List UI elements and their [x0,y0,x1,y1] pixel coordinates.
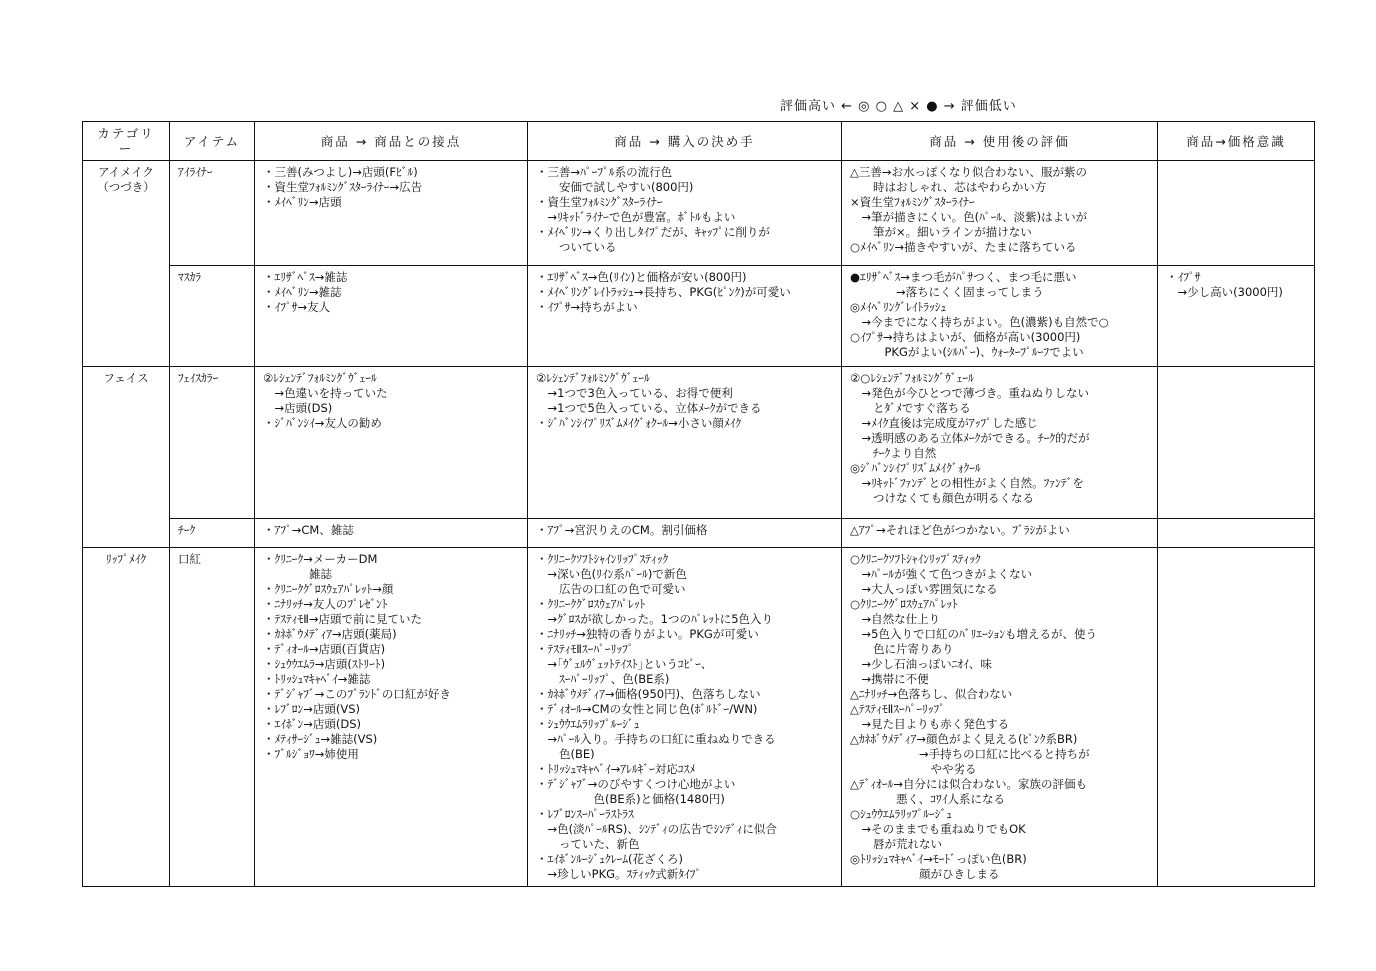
cell-line: ・ｼﾞﾊﾞﾝｼｲﾌﾟﾘｽﾞﾑﾒｲｸﾞｫｸｰﾙ→小さい顔ﾒｲｸ [536,416,742,430]
cell-line: とﾀﾞﾒですぐ落ちる [850,401,971,415]
cell-line: →大人っぽい雰囲気になる [850,582,998,596]
cell-line: ・ｲﾌﾟｻ→友人 [263,300,331,314]
cell-line: →発色が今ひとつで薄づき。重ねぬりしない [850,386,1089,400]
cell-line: ・ﾃﾞｨｵｰﾙ→CMの女性と同じ色(ﾎﾞﾙﾄﾞｰ/WN) [536,702,758,716]
header-decision: 商品 → 購入の決め手 [528,122,842,161]
header-contact: 商品 → 商品との接点 [255,122,528,161]
cell-line: ・ﾃｽﾃｨﾓⅡｽｰﾊﾟｰﾘｯﾌﾟ [536,642,634,656]
evaluation-table [82,121,1315,887]
table-row [83,519,1315,548]
cell-line: →店頭(DS) [263,401,333,415]
cell-line: ・ﾚﾌﾞﾛﾝｽｰﾊﾟｰﾗｽﾄﾗｽ [536,807,634,821]
price-cell [1158,161,1315,266]
cell-line: ○ｲﾌﾟｻ→持ちはよいが、価格が高い(3000円) [850,330,1081,344]
cell-line: →ﾘｷｯﾄﾞﾌｧﾝﾃﾞとの相性がよく自然。ﾌｧﾝﾃﾞを [850,476,1084,490]
cell-line: 悪く、ｺﾜｲ人系になる [850,792,1006,806]
header-evaluation: 商品 → 使用後の評価 [842,122,1158,161]
evaluation-cell [842,519,1158,548]
cell-line: ・ｱﾌﾟ→CM、雑誌 [263,523,354,537]
cell-line: やや劣る [850,762,977,776]
category-label: フェイス [103,371,149,385]
cell-line: ●ｴﾘｻﾞﾍﾞｽ→まつ毛がﾊﾟｻつく、まつ毛に悪い [850,270,1077,284]
category-cell [83,367,170,548]
category-cell [83,548,170,887]
header-price: 商品→価格意識 [1158,122,1315,161]
cell-line: →｢ｳﾞｪﾙｳﾞｪｯﾄﾃｲｽﾄ｣というｺﾋﾟｰ、 [536,657,713,671]
cell-line: 筆が×。細いラインが描けない [850,225,1032,239]
cell-line: 雑誌 [263,567,332,581]
cell-line: ・ｴｲﾎﾞﾝ→店頭(DS) [263,717,362,731]
cell-line: →落ちにくく固まってしまう [850,285,1044,299]
cell-line: ◎ﾒｲﾍﾞﾘﾝｸﾞﾚｲﾄﾗｯｼｭ [850,300,947,314]
cell-line: →色違いを持っていた [263,386,388,400]
cell-line: ・ﾄﾘｯｼｭﾏｷｬﾍﾞｲ→雑誌 [263,672,371,686]
category-label: アイメイク （つづき） [97,165,155,194]
cell-line: →5色入りで口紅のﾊﾞﾘｴｰｼｮﾝも増えるが、使う [850,627,1097,641]
cell-line: ○ﾒｲﾍﾞﾘﾝ→描きやすいが、たまに落ちている [850,240,1077,254]
cell-line: 色(BE) [536,747,595,761]
cell-line: ・ｸﾘﾆｰｸｸﾞﾛｽｳｪｱﾊﾟﾚｯﾄ [536,597,646,611]
cell-line: →筆が描きにくい。色(ﾊﾟｰﾙ、淡紫)はよいが [850,210,1088,224]
cell-line: ・ｼｭｳｳｴﾑﾗﾘｯﾌﾟﾙｰｼﾞｭ [536,717,640,731]
contact-cell [255,266,528,367]
decision-cell [528,266,842,367]
cell-line: ・ｸﾘﾆｰｸ→メーカーDM [263,552,378,566]
cell-line: ついている [536,240,617,254]
price-cell [1158,367,1315,519]
cell-line: △ﾆﾅﾘｯﾁ→色落ちし、似合わない [850,687,1013,701]
price-cell [1158,548,1315,887]
cell-line: ・ﾃﾞｼﾞｬﾌﾞ→このﾌﾞﾗﾝﾄﾞの口紅が好き [263,687,451,701]
cell-line: →ｸﾞﾛｽが欲しかった。1つのﾊﾟﾚｯﾄに5色入り [536,612,774,626]
decision-cell [528,548,842,887]
cell-line: ・ﾚﾌﾞﾛﾝ→店頭(VS) [263,702,361,716]
decision-cell [528,161,842,266]
cell-line: →自然な仕上り [850,612,941,626]
cell-line: ・資生堂ﾌｫﾙﾐﾝｸﾞｽﾀｰﾗｲﾅｰ→広告 [263,180,423,194]
table-row [83,548,1315,887]
cell-line: →珍しいPKG。ｽﾃｨｯｸ式新ﾀｲﾌﾟ [536,867,702,881]
cell-line: ・ｼｭｳｳｴﾑﾗ→店頭(ｽﾄﾘｰﾄ) [263,657,386,671]
cell-line: ・ｲﾌﾟｻ→持ちがよい [536,300,638,314]
cell-line: ・ﾃﾞｨｵｰﾙ→店頭(百貨店) [263,642,386,656]
cell-line: ・ｸﾘﾆｰｸｸﾞﾛｽｳｪｱﾊﾟﾚｯﾄ→顔 [263,582,394,596]
price-cell [1158,266,1315,367]
rating-legend: 評価高い ← ◎ ○ △ × ● → 評価低い [780,99,1017,114]
cell-line: ◎ｼﾞﾊﾞﾝｼｲﾌﾟﾘｽﾞﾑﾒｲｸﾞｫｸｰﾙ [850,461,981,475]
cell-line: ・ﾒﾃｨｻｰｼﾞｭ→雑誌(VS) [263,732,378,746]
category-label: ﾘｯﾌﾟﾒｲｸ [105,552,147,566]
evaluation-cell [842,161,1158,266]
cell-line: 色に片寄りあり [850,642,954,656]
cell-line: ・ﾌﾞﾙｼﾞｮﾜ→姉使用 [263,747,359,761]
cell-line: ・ｶﾈﾎﾞｳﾒﾃﾞｨｱ→店頭(薬局) [263,627,397,641]
cell-line: △三善→お水っぽくなり似合わない、服が紫の [850,165,1087,179]
price-cell [1158,519,1315,548]
table-row [83,266,1315,367]
cell-line: △ﾃﾞｨｵｰﾙ→自分には似合わない。家族の評価も [850,777,1087,791]
cell-line: →透明感のある立体ﾒｰｸができる。ﾁｰｸ的だが [850,431,1090,445]
cell-line: →1つで5色入っている、立体ﾒｰｸができる [536,401,762,415]
table-row [83,161,1315,266]
cell-line: ・ﾒｲﾍﾞﾘﾝ→雑誌 [263,285,342,299]
cell-line: ◎ﾄﾘｯｼｭﾏｷｬﾍﾞｲ→ﾓｰﾄﾞっぽい色(BR) [850,852,1027,866]
cell-line: 色(BE系)と価格(1480円) [536,792,725,806]
contact-cell [255,548,528,887]
cell-line: ｽｰﾊﾟｰﾘｯﾌﾟ、色(BE系) [536,672,670,686]
contact-cell [255,161,528,266]
evaluation-cell [842,548,1158,887]
table-row [83,367,1315,519]
cell-line: →少し石油っぽいﾆｵｲ、味 [850,657,992,671]
cell-line: ・ｴｲﾎﾞﾝﾙｰｼﾞｭｸﾚｰﾑ(花ざくろ) [536,852,683,866]
item-cell: ﾁｰｸ [170,519,255,548]
cell-line: ○ｸﾘﾆｰｸｸﾞﾛｽｳｪｱﾊﾟﾚｯﾄ [850,597,958,611]
cell-line: ○ｼｭｳｳｴﾑﾗﾘｯﾌﾟﾙｰｼﾞｭ [850,807,953,821]
cell-line: ・三善→ﾊﾟｰﾌﾟﾙ系の流行色 [536,165,673,179]
cell-line: ・ﾄﾘｯｼｭﾏｷｬﾍﾞｲ→ｱﾚﾙｷﾞｰ対応ｺｽﾒ [536,762,696,776]
cell-line: →今までになく持ちがよい。色(濃紫)も自然で○ [850,315,1109,329]
item-cell: ﾌｪｲｽｶﾗｰ [170,367,255,519]
cell-line: ②ﾚｼｪﾝﾃﾞﾌｫﾙﾐﾝｸﾞｳﾞｪｰﾙ [536,371,650,385]
evaluation-cell [842,367,1158,519]
cell-line: ・ﾒｲﾍﾞﾘﾝ→くり出しﾀｲﾌﾟだが、ｷｬｯﾌﾟに削りが [536,225,770,239]
header-row [83,122,1315,161]
cell-line: →色(淡ﾊﾟｰﾙRS)、ｼﾝﾃﾞｨの広告でｼﾝﾃﾞｨに似合 [536,822,777,836]
item-cell: 口紅 [170,548,255,887]
cell-line: ・ﾃｽﾃｨﾓⅡ→店頭で前に見ていた [263,612,423,626]
decision-cell [528,367,842,519]
cell-line: 唇が荒れない [850,837,942,851]
cell-line: ・ｸﾘﾆｰｸｿﾌﾄｼｬｲﾝﾘｯﾌﾟｽﾃｨｯｸ [536,552,669,566]
header-item: アイテム [170,122,255,161]
cell-line: ・ｲﾌﾟｻ [1166,270,1201,284]
cell-line: ・三善(みつよし)→店頭(Fﾋﾞﾙ) [263,165,418,179]
cell-line: ・ｼﾞﾊﾞﾝｼｲ→友人の勧め [263,416,382,430]
cell-line: っていた、新色 [536,837,640,851]
cell-line: ・ﾆﾅﾘｯﾁ→独特の香りがよい。PKGが可愛い [536,627,759,641]
cell-line: 安価で試しやすい(800円) [536,180,694,194]
item-cell: ﾏｽｶﾗ [170,266,255,367]
cell-line: ・ﾆﾅﾘｯﾁ→友人のﾌﾟﾚｾﾞﾝﾄ [263,597,388,611]
decision-cell [528,519,842,548]
cell-line: △ﾃｽﾃｨﾓⅡｽｰﾊﾟｰﾘｯﾌﾟ [850,702,946,716]
cell-line: →ﾊﾟｰﾙが強くて色つきがよくない [850,567,1033,581]
cell-line: つけなくても顔色が明るくなる [850,491,1034,505]
category-cell [83,161,170,367]
cell-line: ・資生堂ﾌｫﾙﾐﾝｸﾞｽﾀｰﾗｲﾅｰ [536,195,663,209]
contact-cell [255,367,528,519]
cell-line: →ﾒｲｸ直後は完成度がｱｯﾌﾟした感じ [850,416,1038,430]
cell-line: →見た目よりも赤く発色する [850,717,1010,731]
cell-line: →そのままでも重ねぬりでもOK [850,822,1026,836]
cell-line: △ｱﾌﾟ→それほど色がつかない。ﾌﾞﾗｼがよい [850,523,1070,537]
cell-line: △ｶﾈﾎﾞｳﾒﾃﾞｨｱ→顔色がよく見える(ﾋﾟﾝｸ系BR) [850,732,1078,746]
cell-line: ・ｶﾈﾎﾞｳﾒﾃﾞｨｱ→価格(950円)、色落ちしない [536,687,761,701]
contact-cell [255,519,528,548]
cell-line: →少し高い(3000円) [1166,285,1283,299]
cell-line: →ﾊﾟｰﾙ入り。手持ちの口紅に重ねぬりできる [536,732,776,746]
cell-line: →携帯に不便 [850,672,929,686]
evaluation-cell [842,266,1158,367]
cell-line: →深い色(ﾘｲﾝ系ﾊﾟｰﾙ)で新色 [536,567,687,581]
header-category: カテゴリー [83,122,170,161]
cell-line: 顔がひきしまる [850,867,1000,881]
cell-line: →ﾘｷｯﾄﾞﾗｲﾅｰで色が豊富。ﾎﾞﾄﾙもよい [536,210,736,224]
item-cell: ｱｲﾗｲﾅｰ [170,161,255,266]
cell-line: ・ﾒｲﾍﾞﾘﾝ→店頭 [263,195,342,209]
cell-line: 時はおしゃれ、芯はやわらかい方 [850,180,1047,194]
cell-line: ・ｴﾘｻﾞﾍﾞｽ→色(ﾘｲﾝ)と価格が安い(800円) [536,270,747,284]
cell-line: →手持ちの口紅に比べると持ちが [850,747,1090,761]
cell-line: →1つで3色入っている、お得で便利 [536,386,733,400]
cell-line: ②ﾚｼｪﾝﾃﾞﾌｫﾙﾐﾝｸﾞｳﾞｪｰﾙ [263,371,377,385]
cell-line: PKGがよい(ｼﾙﾊﾞｰ)、ｳｫｰﾀｰﾌﾟﾙｰﾌでよい [850,345,1084,359]
cell-line: ・ｴﾘｻﾞﾍﾞｽ→雑誌 [263,270,348,284]
cell-line: ・ﾃﾞｼﾞｬﾌﾞ→のびやすくつけ心地がよい [536,777,736,791]
cell-line: ×資生堂ﾌｫﾙﾐﾝｸﾞｽﾀｰﾗｲﾅｰ [850,195,975,209]
cell-line: ﾁｰｸより自然 [850,446,937,460]
cell-line: ・ｱﾌﾟ→宮沢りえのCM。割引価格 [536,523,708,537]
cell-line: 広告の口紅の色で可愛い [536,582,686,596]
cell-line: ・ﾒｲﾍﾞﾘﾝｸﾞﾚｲﾄﾗｯｼｭ→長持ち、PKG(ﾋﾟﾝｸ)が可愛い [536,285,791,299]
cell-line: ②○ﾚｼｪﾝﾃﾞﾌｫﾙﾐﾝｸﾞｳﾞｪｰﾙ [850,371,974,385]
cell-line: ○ｸﾘﾆｰｸｿﾌﾄｼｬｲﾝﾘｯﾌﾟｽﾃｨｯｸ [850,552,981,566]
